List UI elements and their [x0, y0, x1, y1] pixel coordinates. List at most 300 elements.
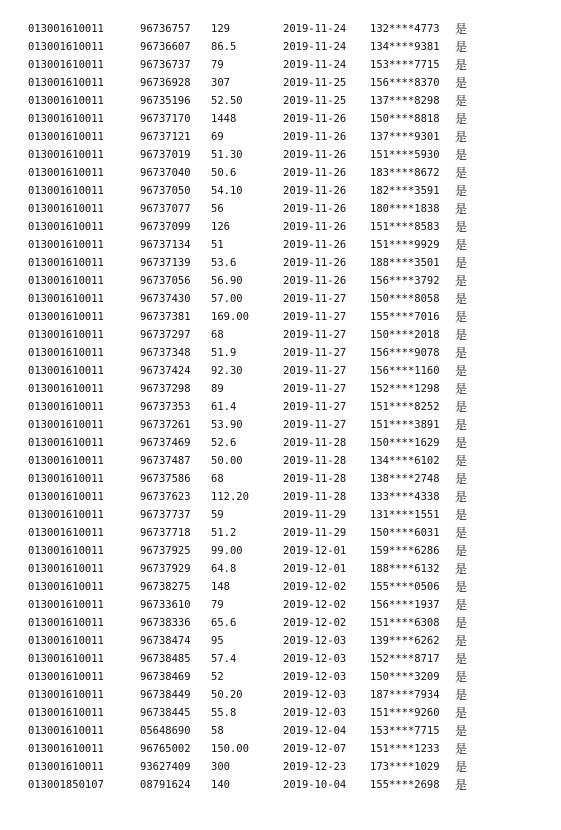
- phone-cell: 150****3209: [370, 671, 440, 683]
- table-row: [0, 362, 561, 380]
- invoice-code-cell: 013001610011: [28, 311, 104, 323]
- status-flag-cell: 是: [455, 562, 468, 576]
- date-cell: 2019-11-25: [283, 95, 347, 107]
- date-cell: 2019-11-26: [283, 113, 347, 125]
- table-row: [0, 128, 561, 146]
- invoice-code-cell: 013001610011: [28, 365, 104, 377]
- table-row: [0, 632, 561, 650]
- invoice-code-cell: 013001610011: [28, 743, 104, 755]
- phone-cell: 155****2698: [370, 779, 440, 791]
- amount-cell: 79: [211, 59, 224, 71]
- date-cell: 2019-12-03: [283, 635, 347, 647]
- invoice-number-cell: 96738469: [140, 671, 191, 683]
- status-flag-cell: 是: [455, 436, 468, 450]
- invoice-number-cell: 96737121: [140, 131, 191, 143]
- invoice-number-cell: 05648690: [140, 725, 191, 737]
- invoice-number-cell: 96737298: [140, 383, 191, 395]
- phone-cell: 155****7016: [370, 311, 440, 323]
- phone-cell: 151****3891: [370, 419, 440, 431]
- invoice-number-cell: 96738445: [140, 707, 191, 719]
- invoice-code-cell: 013001610011: [28, 473, 104, 485]
- status-flag-cell: 是: [455, 544, 468, 558]
- phone-cell: 151****8583: [370, 221, 440, 233]
- status-flag-cell: 是: [455, 580, 468, 594]
- amount-cell: 79: [211, 599, 224, 611]
- amount-cell: 55.8: [211, 707, 237, 719]
- table-row: [0, 326, 561, 344]
- phone-cell: 180****1838: [370, 203, 440, 215]
- invoice-code-cell: 013001610011: [28, 437, 104, 449]
- date-cell: 2019-12-03: [283, 707, 347, 719]
- date-cell: 2019-12-02: [283, 581, 347, 593]
- date-cell: 2019-11-27: [283, 329, 347, 341]
- date-cell: 2019-11-29: [283, 509, 347, 521]
- table-row: [0, 56, 561, 74]
- invoice-number-cell: 96738485: [140, 653, 191, 665]
- invoice-code-cell: 013001610011: [28, 455, 104, 467]
- table-row: [0, 686, 561, 704]
- table-row: [0, 740, 561, 758]
- invoice-code-cell: 013001610011: [28, 401, 104, 413]
- date-cell: 2019-11-26: [283, 239, 347, 251]
- amount-cell: 68: [211, 473, 224, 485]
- table-row: [0, 704, 561, 722]
- table-row: [0, 74, 561, 92]
- amount-cell: 50.20: [211, 689, 243, 701]
- invoice-code-cell: 013001850107: [28, 779, 104, 791]
- status-flag-cell: 是: [455, 40, 468, 54]
- phone-cell: 134****9381: [370, 41, 440, 53]
- amount-cell: 1448: [211, 113, 237, 125]
- invoice-code-cell: 013001610011: [28, 707, 104, 719]
- amount-cell: 150.00: [211, 743, 249, 755]
- invoice-code-cell: 013001610011: [28, 347, 104, 359]
- date-cell: 2019-12-07: [283, 743, 347, 755]
- phone-cell: 187****7934: [370, 689, 440, 701]
- table-row: [0, 506, 561, 524]
- invoice-code-cell: 013001610011: [28, 77, 104, 89]
- amount-cell: 126: [211, 221, 230, 233]
- table-row: [0, 452, 561, 470]
- status-flag-cell: 是: [455, 616, 468, 630]
- phone-cell: 134****6102: [370, 455, 440, 467]
- table-row: [0, 290, 561, 308]
- phone-cell: 139****6262: [370, 635, 440, 647]
- amount-cell: 53.6: [211, 257, 237, 269]
- amount-cell: 57.00: [211, 293, 243, 305]
- table-row: [0, 146, 561, 164]
- phone-cell: 151****9260: [370, 707, 440, 719]
- date-cell: 2019-11-27: [283, 383, 347, 395]
- phone-cell: 137****9301: [370, 131, 440, 143]
- status-flag-cell: 是: [455, 472, 468, 486]
- status-flag-cell: 是: [455, 328, 468, 342]
- invoice-number-cell: 96737170: [140, 113, 191, 125]
- amount-cell: 52.6: [211, 437, 237, 449]
- phone-cell: 150****8818: [370, 113, 440, 125]
- status-flag-cell: 是: [455, 166, 468, 180]
- invoice-code-cell: 013001610011: [28, 239, 104, 251]
- date-cell: 2019-11-28: [283, 437, 347, 449]
- table-row: [0, 614, 561, 632]
- date-cell: 2019-11-28: [283, 455, 347, 467]
- invoice-number-cell: 96737929: [140, 563, 191, 575]
- phone-cell: 156****3792: [370, 275, 440, 287]
- amount-cell: 50.6: [211, 167, 237, 179]
- invoice-number-cell: 96737737: [140, 509, 191, 521]
- invoice-number-cell: 96737348: [140, 347, 191, 359]
- invoice-number-cell: 96738449: [140, 689, 191, 701]
- invoice-code-cell: 013001610011: [28, 491, 104, 503]
- invoice-number-cell: 96765002: [140, 743, 191, 755]
- amount-cell: 65.6: [211, 617, 237, 629]
- invoice-number-cell: 93627409: [140, 761, 191, 773]
- status-flag-cell: 是: [455, 724, 468, 738]
- table-row: [0, 776, 561, 794]
- phone-cell: 131****1551: [370, 509, 440, 521]
- invoice-number-cell: 96737381: [140, 311, 191, 323]
- status-flag-cell: 是: [455, 526, 468, 540]
- amount-cell: 57.4: [211, 653, 237, 665]
- date-cell: 2019-11-26: [283, 257, 347, 269]
- status-flag-cell: 是: [455, 274, 468, 288]
- invoice-number-cell: 96737050: [140, 185, 191, 197]
- status-flag-cell: 是: [455, 148, 468, 162]
- amount-cell: 86.5: [211, 41, 237, 53]
- invoice-code-cell: 013001610011: [28, 545, 104, 557]
- phone-cell: 138****2748: [370, 473, 440, 485]
- status-flag-cell: 是: [455, 598, 468, 612]
- date-cell: 2019-11-27: [283, 311, 347, 323]
- phone-cell: 150****6031: [370, 527, 440, 539]
- invoice-code-cell: 013001610011: [28, 509, 104, 521]
- date-cell: 2019-11-28: [283, 473, 347, 485]
- invoice-code-cell: 013001610011: [28, 95, 104, 107]
- status-flag-cell: 是: [455, 490, 468, 504]
- phone-cell: 188****6132: [370, 563, 440, 575]
- invoice-code-cell: 013001610011: [28, 329, 104, 341]
- invoice-code-cell: 013001610011: [28, 275, 104, 287]
- date-cell: 2019-11-24: [283, 41, 347, 53]
- status-flag-cell: 是: [455, 508, 468, 522]
- status-flag-cell: 是: [455, 454, 468, 468]
- status-flag-cell: 是: [455, 256, 468, 270]
- invoice-code-cell: 013001610011: [28, 725, 104, 737]
- phone-cell: 137****8298: [370, 95, 440, 107]
- status-flag-cell: 是: [455, 670, 468, 684]
- invoice-number-cell: 96737586: [140, 473, 191, 485]
- amount-cell: 140: [211, 779, 230, 791]
- invoice-code-cell: 013001610011: [28, 599, 104, 611]
- status-flag-cell: 是: [455, 310, 468, 324]
- status-flag-cell: 是: [455, 760, 468, 774]
- invoice-number-cell: 96737056: [140, 275, 191, 287]
- date-cell: 2019-11-26: [283, 221, 347, 233]
- date-cell: 2019-11-29: [283, 527, 347, 539]
- phone-cell: 150****8058: [370, 293, 440, 305]
- phone-cell: 151****1233: [370, 743, 440, 755]
- date-cell: 2019-11-27: [283, 365, 347, 377]
- table-row: [0, 200, 561, 218]
- phone-cell: 132****4773: [370, 23, 440, 35]
- phone-cell: 156****9078: [370, 347, 440, 359]
- status-flag-cell: 是: [455, 184, 468, 198]
- amount-cell: 169.00: [211, 311, 249, 323]
- invoice-code-cell: 013001610011: [28, 131, 104, 143]
- phone-cell: 156****1160: [370, 365, 440, 377]
- status-flag-cell: 是: [455, 22, 468, 36]
- invoice-code-cell: 013001610011: [28, 383, 104, 395]
- status-flag-cell: 是: [455, 112, 468, 126]
- status-flag-cell: 是: [455, 58, 468, 72]
- date-cell: 2019-12-01: [283, 545, 347, 557]
- invoice-number-cell: 96737019: [140, 149, 191, 161]
- invoice-code-cell: 013001610011: [28, 59, 104, 71]
- invoice-number-cell: 96738474: [140, 635, 191, 647]
- status-flag-cell: 是: [455, 652, 468, 666]
- status-flag-cell: 是: [455, 94, 468, 108]
- invoice-code-cell: 013001610011: [28, 527, 104, 539]
- phone-cell: 152****1298: [370, 383, 440, 395]
- invoice-code-cell: 013001610011: [28, 419, 104, 431]
- status-flag-cell: 是: [455, 418, 468, 432]
- date-cell: 2019-11-27: [283, 419, 347, 431]
- amount-cell: 64.8: [211, 563, 237, 575]
- status-flag-cell: 是: [455, 202, 468, 216]
- phone-cell: 151****8252: [370, 401, 440, 413]
- phone-cell: 188****3501: [370, 257, 440, 269]
- amount-cell: 300: [211, 761, 230, 773]
- amount-cell: 53.90: [211, 419, 243, 431]
- date-cell: 2019-11-25: [283, 77, 347, 89]
- date-cell: 2019-12-23: [283, 761, 347, 773]
- amount-cell: 148: [211, 581, 230, 593]
- table-row: [0, 110, 561, 128]
- invoice-code-cell: 013001610011: [28, 671, 104, 683]
- amount-cell: 52: [211, 671, 224, 683]
- amount-cell: 69: [211, 131, 224, 143]
- phone-cell: 133****4338: [370, 491, 440, 503]
- invoice-number-cell: 96737297: [140, 329, 191, 341]
- status-flag-cell: 是: [455, 238, 468, 252]
- phone-cell: 152****8717: [370, 653, 440, 665]
- invoice-number-cell: 96737487: [140, 455, 191, 467]
- phone-cell: 150****1629: [370, 437, 440, 449]
- phone-cell: 151****5930: [370, 149, 440, 161]
- amount-cell: 95: [211, 635, 224, 647]
- table-row: [0, 542, 561, 560]
- date-cell: 2019-11-26: [283, 185, 347, 197]
- table-row: [0, 164, 561, 182]
- invoice-code-cell: 013001610011: [28, 653, 104, 665]
- phone-cell: 156****8370: [370, 77, 440, 89]
- phone-cell: 150****2018: [370, 329, 440, 341]
- invoice-number-cell: 96737925: [140, 545, 191, 557]
- status-flag-cell: 是: [455, 130, 468, 144]
- table-row: [0, 668, 561, 686]
- amount-cell: 59: [211, 509, 224, 521]
- status-flag-cell: 是: [455, 382, 468, 396]
- amount-cell: 99.00: [211, 545, 243, 557]
- date-cell: 2019-11-26: [283, 275, 347, 287]
- status-flag-cell: 是: [455, 706, 468, 720]
- table-row: [0, 272, 561, 290]
- invoice-code-cell: 013001610011: [28, 617, 104, 629]
- amount-cell: 92.30: [211, 365, 243, 377]
- phone-cell: 156****1937: [370, 599, 440, 611]
- table-row: [0, 38, 561, 56]
- invoice-code-cell: 013001610011: [28, 293, 104, 305]
- date-cell: 2019-11-24: [283, 23, 347, 35]
- date-cell: 2019-12-01: [283, 563, 347, 575]
- date-cell: 2019-11-27: [283, 293, 347, 305]
- invoice-number-cell: 96737134: [140, 239, 191, 251]
- table-row: [0, 578, 561, 596]
- table-row: [0, 650, 561, 668]
- table-row: [0, 758, 561, 776]
- table-row: [0, 524, 561, 542]
- amount-cell: 307: [211, 77, 230, 89]
- invoice-code-cell: 013001610011: [28, 185, 104, 197]
- amount-cell: 129: [211, 23, 230, 35]
- invoice-number-cell: 96737424: [140, 365, 191, 377]
- date-cell: 2019-11-26: [283, 203, 347, 215]
- invoice-code-cell: 013001610011: [28, 581, 104, 593]
- invoice-number-cell: 96735196: [140, 95, 191, 107]
- amount-cell: 112.20: [211, 491, 249, 503]
- phone-cell: 182****3591: [370, 185, 440, 197]
- amount-cell: 54.10: [211, 185, 243, 197]
- table-row: [0, 308, 561, 326]
- status-flag-cell: 是: [455, 364, 468, 378]
- table-row: [0, 434, 561, 452]
- amount-cell: 51.9: [211, 347, 237, 359]
- date-cell: 2019-12-02: [283, 599, 347, 611]
- phone-cell: 153****7715: [370, 725, 440, 737]
- invoice-number-cell: 96736737: [140, 59, 191, 71]
- status-flag-cell: 是: [455, 634, 468, 648]
- invoice-code-cell: 013001610011: [28, 221, 104, 233]
- table-row: [0, 722, 561, 740]
- amount-cell: 51.2: [211, 527, 237, 539]
- status-flag-cell: 是: [455, 400, 468, 414]
- amount-cell: 51.30: [211, 149, 243, 161]
- date-cell: 2019-10-04: [283, 779, 347, 791]
- invoice-number-cell: 96738275: [140, 581, 191, 593]
- table-row: [0, 344, 561, 362]
- table-row: [0, 236, 561, 254]
- status-flag-cell: 是: [455, 778, 468, 792]
- phone-cell: 155****0506: [370, 581, 440, 593]
- invoice-code-cell: 013001610011: [28, 167, 104, 179]
- amount-cell: 52.50: [211, 95, 243, 107]
- date-cell: 2019-11-27: [283, 347, 347, 359]
- amount-cell: 50.00: [211, 455, 243, 467]
- invoice-number-cell: 96737099: [140, 221, 191, 233]
- date-cell: 2019-11-26: [283, 131, 347, 143]
- status-flag-cell: 是: [455, 76, 468, 90]
- date-cell: 2019-12-03: [283, 689, 347, 701]
- phone-cell: 183****8672: [370, 167, 440, 179]
- invoice-number-cell: 96737139: [140, 257, 191, 269]
- status-flag-cell: 是: [455, 742, 468, 756]
- table-row: [0, 416, 561, 434]
- table-row: [0, 218, 561, 236]
- invoice-code-cell: 013001610011: [28, 113, 104, 125]
- date-cell: 2019-11-26: [283, 149, 347, 161]
- phone-cell: 151****6308: [370, 617, 440, 629]
- amount-cell: 61.4: [211, 401, 237, 413]
- invoice-number-cell: 96736928: [140, 77, 191, 89]
- invoice-number-cell: 96737261: [140, 419, 191, 431]
- amount-cell: 89: [211, 383, 224, 395]
- status-flag-cell: 是: [455, 346, 468, 360]
- invoice-code-cell: 013001610011: [28, 563, 104, 575]
- invoice-table: [0, 20, 561, 794]
- date-cell: 2019-11-27: [283, 401, 347, 413]
- invoice-number-cell: 96736757: [140, 23, 191, 35]
- invoice-code-cell: 013001610011: [28, 689, 104, 701]
- table-row: [0, 596, 561, 614]
- invoice-code-cell: 013001610011: [28, 761, 104, 773]
- date-cell: 2019-11-26: [283, 167, 347, 179]
- table-row: [0, 92, 561, 110]
- amount-cell: 51: [211, 239, 224, 251]
- amount-cell: 58: [211, 725, 224, 737]
- amount-cell: 56.90: [211, 275, 243, 287]
- date-cell: 2019-11-24: [283, 59, 347, 71]
- phone-cell: 173****1029: [370, 761, 440, 773]
- invoice-code-cell: 013001610011: [28, 635, 104, 647]
- invoice-number-cell: 96737353: [140, 401, 191, 413]
- table-row: [0, 488, 561, 506]
- status-flag-cell: 是: [455, 292, 468, 306]
- amount-cell: 68: [211, 329, 224, 341]
- status-flag-cell: 是: [455, 220, 468, 234]
- phone-cell: 159****6286: [370, 545, 440, 557]
- table-row: [0, 470, 561, 488]
- phone-cell: 153****7715: [370, 59, 440, 71]
- invoice-number-cell: 96737040: [140, 167, 191, 179]
- invoice-code-cell: 013001610011: [28, 203, 104, 215]
- invoice-number-cell: 96737077: [140, 203, 191, 215]
- table-row: [0, 182, 561, 200]
- invoice-number-cell: 08791624: [140, 779, 191, 791]
- table-row: [0, 380, 561, 398]
- table-row: [0, 254, 561, 272]
- invoice-code-cell: 013001610011: [28, 257, 104, 269]
- invoice-number-cell: 96736607: [140, 41, 191, 53]
- invoice-code-cell: 013001610011: [28, 149, 104, 161]
- invoice-number-cell: 96737469: [140, 437, 191, 449]
- date-cell: 2019-12-04: [283, 725, 347, 737]
- invoice-number-cell: 96737430: [140, 293, 191, 305]
- date-cell: 2019-12-02: [283, 617, 347, 629]
- invoice-number-cell: 96733610: [140, 599, 191, 611]
- invoice-number-cell: 96738336: [140, 617, 191, 629]
- table-row: [0, 560, 561, 578]
- status-flag-cell: 是: [455, 688, 468, 702]
- date-cell: 2019-12-03: [283, 671, 347, 683]
- date-cell: 2019-12-03: [283, 653, 347, 665]
- phone-cell: 151****9929: [370, 239, 440, 251]
- table-row: [0, 20, 561, 38]
- invoice-code-cell: 013001610011: [28, 41, 104, 53]
- table-row: [0, 398, 561, 416]
- invoice-code-cell: 013001610011: [28, 23, 104, 35]
- invoice-number-cell: 96737718: [140, 527, 191, 539]
- date-cell: 2019-11-28: [283, 491, 347, 503]
